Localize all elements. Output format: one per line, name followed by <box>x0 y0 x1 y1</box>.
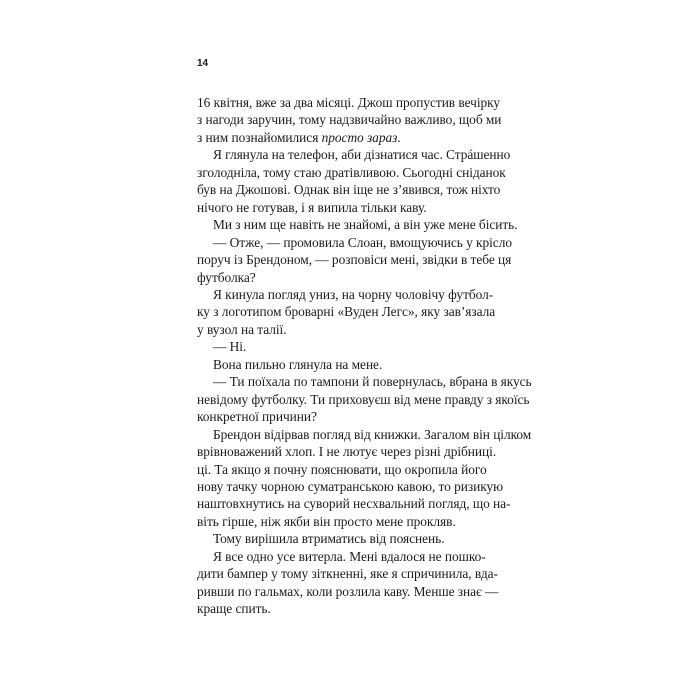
text-line: Брендон відірвав погляд від книжки. Загалом він цілком <box>213 426 532 442</box>
text-line: Вона пильно глянула на мене. <box>213 356 383 372</box>
text-line: наштовхнутись на суворий несхвальний погляд, що на- <box>197 496 511 512</box>
text-line: у вузол на талії. <box>197 321 287 337</box>
text-line: Я глянула на телефон, аби дізнатися час. Стрáшенно <box>213 147 511 163</box>
page-number: 14 <box>197 58 209 69</box>
text-line: віть гірше, ніж якби він просто мене прокляв. <box>197 513 456 529</box>
text-line: зголодніла, тому стаю дратівливою. Сьогодні сніданок <box>197 164 506 180</box>
text-line: врівноважений хлоп. І не лютує через різні дрібниці. <box>197 444 497 460</box>
emphasis-text: просто зараз <box>321 129 398 145</box>
text-line: футболка? <box>197 269 256 285</box>
text-line: Ми з ним ще навіть не знайомі, а він уже мене бісить. <box>213 217 518 233</box>
text-line: — Ти поїхала по тампони й повернулась, вбрана в якусь <box>213 374 532 390</box>
text-line <box>197 129 485 146</box>
text-line: Я кинула погляд униз, на чорну чоловічу футбол- <box>213 286 494 302</box>
body-text <box>197 94 532 618</box>
text-line: 16 квітня, вже за два місяці. Джош пропустив вечірку <box>197 95 501 110</box>
text-line: Я все одно усе витерла. Мені вдалося не пошко- <box>213 548 486 564</box>
text-line: Тому вирішила втриматись від пояснень. <box>213 531 445 547</box>
text-line: ці. Та якщо я почну пояснювати, що окропила його <box>197 461 487 477</box>
text-line: нову тачку чорною суматранською кавою, то ризикую <box>197 478 504 494</box>
text-line: ку з логотипом броварні «Вуден Легс», яку зав’язала <box>197 304 496 320</box>
text-line: нічого не готував, і я випила тільки каву. <box>197 199 427 215</box>
text-line: поруч із Брендоном, — розповіси мені, звідки в тебе ця <box>197 252 512 268</box>
text-run: . <box>397 129 401 145</box>
text-line: конкретної причини? <box>197 409 317 425</box>
text-line: краще спить. <box>197 601 271 617</box>
text-line: — Ні. <box>213 339 247 355</box>
text-line: ривши по гальмах, коли розлила каву. Менше знає — <box>197 583 499 599</box>
text-line: дити бампер у тому зіткненні, яке я спричинила, вда- <box>197 566 498 582</box>
text-run: з ним познайомилися <box>197 129 322 145</box>
text-line: — Отже, — промовила Слоан, вмощуючись у крісло <box>213 234 512 250</box>
text-line: був на Джошові. Однак він іще не з’явився, тож ніхто <box>197 182 501 198</box>
text-line: невідому футболку. Ти приховуєш від мене правду з якоїсь <box>197 391 530 407</box>
text-line: з нагоди заручин, тому надзвичайно важливо, щоб ми <box>197 112 502 128</box>
